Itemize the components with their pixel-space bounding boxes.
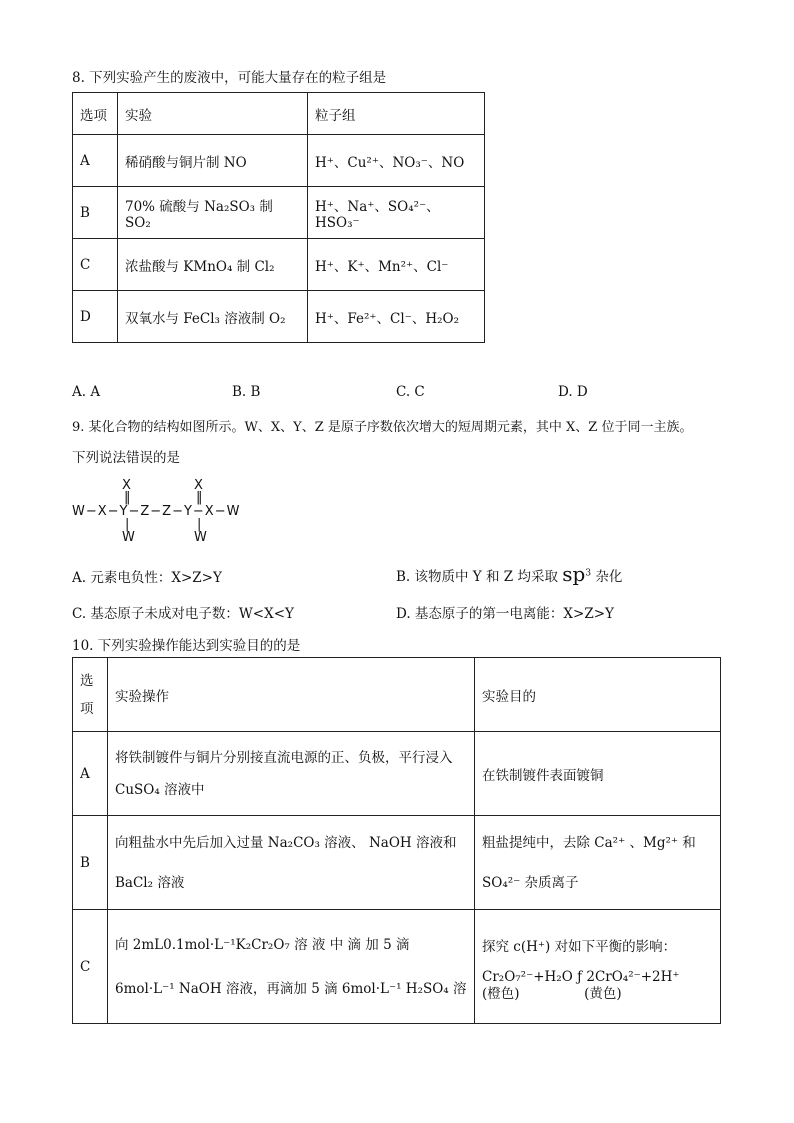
- q10-row-c: [73, 910, 721, 1024]
- q10-row-c-op-line2: 6mol·L⁻¹ NaOH 溶液，再滴加 5 滴 6mol·L⁻¹ H₂SO₄ 溶: [115, 980, 467, 997]
- q8-row-label: C: [73, 239, 118, 291]
- yellow-color-label: (黄色): [584, 985, 622, 1002]
- q8-row-label: A: [73, 135, 118, 187]
- q10-row-b: [73, 816, 721, 910]
- q9-stem-line2: 下列说法错误的是: [72, 450, 180, 466]
- q8-row-particles: H⁺、K⁺、Mn²⁺、Cl⁻: [308, 239, 485, 291]
- struct-w-bottom-right: W: [194, 530, 207, 545]
- q10-header-option-line2: 项: [80, 700, 94, 717]
- q10-row-c-equation: Cr₂O₇²⁻+H₂O ƒ 2CrO₄²⁻+2H⁺: [482, 968, 680, 985]
- q8-header-experiment: 实验: [118, 93, 308, 135]
- q10-row-a-op-line2: CuSO₄ 溶液中: [115, 781, 205, 798]
- q10-row-label: C: [73, 910, 108, 1024]
- q8-row-label: B: [73, 187, 118, 239]
- q8-header-row: [73, 93, 485, 135]
- q10-row-b-goal-line1: 粗盐提纯中，去除 Ca²⁺ 、Mg²⁺ 和: [482, 834, 696, 851]
- q10-row-label: A: [73, 732, 108, 816]
- q10-header-option-line1: 选: [80, 672, 94, 689]
- q8-stem: 8. 下列实验产生的废液中，可能大量存在的粒子组是: [72, 70, 387, 86]
- struct-double-bond-left: ‖: [124, 490, 131, 505]
- q9-option-a[interactable]: A. 元素电负性：X>Z>Y: [72, 570, 222, 586]
- q8-row-particles: H⁺、Na⁺、SO₄²⁻、HSO₃⁻: [308, 187, 485, 239]
- q10-row-goal: [475, 816, 721, 910]
- q8-row-b: [73, 187, 485, 239]
- q8-row-a: [73, 135, 485, 187]
- q8-header-option: 选项: [73, 93, 118, 135]
- q10-row-c-op-line1: 向 2mL0.1mol·L⁻¹K₂Cr₂O₇ 溶 液 中 滴 加 5 滴: [115, 936, 410, 953]
- q8-option-d[interactable]: D. D: [558, 384, 588, 400]
- struct-x-top-left: X: [122, 478, 131, 493]
- q9-stem-line1: 9. 某化合物的结构如图所示。W、X、Y、Z 是原子序数依次增大的短周期元素，其中 X、Z 位于同一主族。: [72, 420, 693, 435]
- q10-row-goal: [475, 910, 721, 1024]
- q8-option-b[interactable]: B. B: [232, 384, 261, 400]
- q8-row-experiment: 70% 硫酸与 Na₂SO₃ 制 SO₂: [118, 187, 308, 239]
- q8-row-experiment: 稀硝酸与铜片制 NO: [118, 135, 308, 187]
- q10-header-row: [73, 658, 721, 732]
- q10-row-operation: [108, 816, 475, 910]
- q10-row-b-op-line2: BaCl₂ 溶液: [115, 874, 185, 891]
- orange-color-label: (橙色): [482, 985, 520, 1002]
- q10-header-operation: 实验操作: [108, 658, 475, 732]
- struct-w-bottom-left: W: [122, 530, 135, 545]
- q10-row-b-op-line1: 向粗盐水中先后加入过量 Na₂CO₃ 溶液、 NaOH 溶液和: [115, 834, 457, 851]
- q10-row-a: [73, 732, 721, 816]
- q8-row-experiment: 浓盐酸与 KMnO₄ 制 Cl₂: [118, 239, 308, 291]
- q8-row-particles: H⁺、Cu²⁺、NO₃⁻、NO: [308, 135, 485, 187]
- q8-row-experiment: 双氧水与 FeCl₃ 溶液制 O₂: [118, 291, 308, 343]
- q10-row-a-op-line1: 将铁制镀件与铜片分别接直流电源的正、负极，平行浸入: [115, 749, 453, 766]
- q10-row-c-goal-line1: 探究 c(H⁺) 对如下平衡的影响：: [482, 938, 677, 955]
- q9-option-b-hybrid: 杂化: [595, 569, 623, 585]
- q10-header-goal: 实验目的: [475, 658, 721, 732]
- q8-row-particles: H⁺、Fe²⁺、Cl⁻、H₂O₂: [308, 291, 485, 343]
- q8-header-particles: 粒子组: [308, 93, 485, 135]
- struct-single-bond-right: |: [197, 517, 202, 532]
- q9-option-b-text: B. 该物质中 Y 和 Z 均采取: [396, 569, 558, 585]
- q9-option-d[interactable]: D. 基态原子的第一电离能：X>Z>Y: [396, 606, 614, 622]
- q8-row-label: D: [73, 291, 118, 343]
- struct-main-chain: W−X−Y−Z−Z−Y−X−W: [72, 504, 241, 519]
- q9-option-c[interactable]: C. 基态原子未成对电子数：W<X<Y: [72, 606, 294, 622]
- struct-single-bond-left: |: [125, 517, 130, 532]
- q10-header-option: [73, 658, 108, 732]
- q10-table: [72, 657, 721, 1024]
- q9-option-b-sup: 3: [585, 568, 592, 579]
- q8-row-d: [73, 291, 485, 343]
- q8-option-a[interactable]: A. A: [72, 384, 101, 400]
- q8-row-c: [73, 239, 485, 291]
- q9-option-b[interactable]: [396, 562, 622, 586]
- q10-row-operation: [108, 732, 475, 816]
- q10-row-b-goal-line2: SO₄²⁻ 杂质离子: [482, 874, 579, 891]
- struct-x-top-right: X: [194, 478, 203, 493]
- q10-row-label: B: [73, 816, 108, 910]
- q8-option-c[interactable]: C. C: [396, 384, 425, 400]
- q9-option-b-sp: sp: [562, 562, 586, 586]
- q8-table: [72, 92, 485, 343]
- q10-row-operation: [108, 910, 475, 1024]
- q10-row-goal: 在铁制镀件表面镀铜: [475, 732, 721, 816]
- struct-double-bond-right: ‖: [196, 490, 203, 505]
- q10-stem: 10. 下列实验操作能达到实验目的的是: [72, 638, 301, 654]
- q9-structure-formula: [72, 478, 272, 548]
